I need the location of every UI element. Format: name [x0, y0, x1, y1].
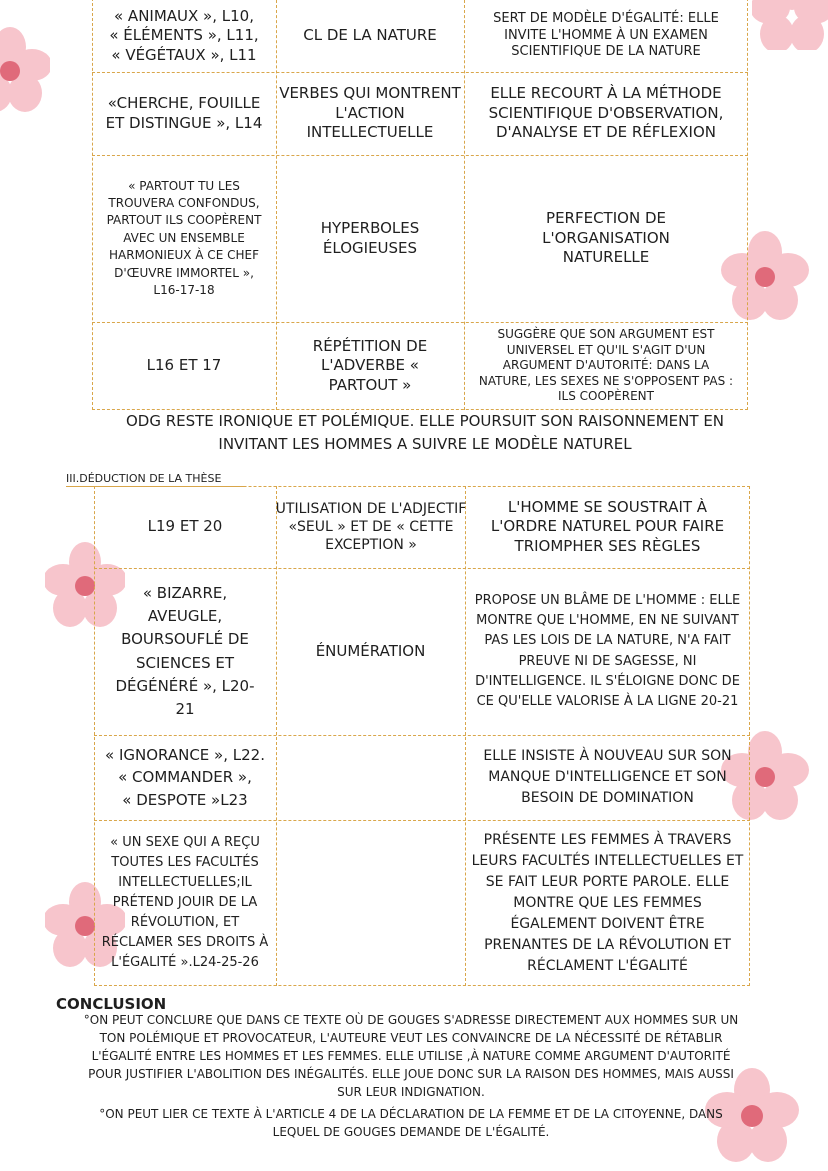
conclusion-heading: CONCLUSION [56, 995, 167, 1013]
table-cell: CL DE LA NATURE [303, 26, 437, 45]
table-cell: L16 ET 17 [146, 356, 222, 375]
table-cell [276, 820, 465, 986]
table-cell [276, 735, 465, 820]
table-cell: « UN SEXE QUI A REÇU TOUTES LES FACULTÉS INTELLECTUELLES;IL PRÉTEND JOUIR DE LA RÉVOLUTION, ET RÉCLAMER SES DROITS À L'ÉGALITÉ ».L24-25-26 [101, 834, 269, 971]
statement-text: ODG RESTE IRONIQUE ET POLÉMIQUE. ELLE POURSUIT SON RAISONNEMENT EN INVITANT LES HOMMES A SUIVRE LE MODÈLE NATUREL [125, 412, 725, 453]
table-cell: PRÉSENTE LES FEMMES À TRAVERS LEURS FACULTÉS INTELLECTUELLES ET SE FAIT LEUR PORTE PAROLE. ELLE MONTRE QUE LES FEMMES ÉGALEMENT DOIVENT ÊTRE PRENANTES DE LA RÉVOLUTION ET RÉCLAMENT L'ÉGALITÉ [471, 831, 744, 974]
table-cell: UTILISATION DE L'ADJECTIF «SEUL » ET DE « CETTE EXCEPTION » [275, 500, 467, 554]
flower-icon [752, 0, 828, 50]
table-cell: « IGNORANCE », L22. « COMMANDER », « DESPOTE »L23 [105, 745, 265, 809]
table-cell: « ANIMAUX », L10, « ÉLÉMENTS », L11, « VÉGÉTAUX », L11 [109, 6, 259, 64]
table-cell: RÉPÉTITION DE L'ADVERBE « PARTOUT » [312, 336, 428, 394]
table-cell: « BIZARRE, AVEUGLE, BOURSOUFLÉ DE SCIENCES ET DÉGÉNÉRÉ », L20-21 [115, 583, 255, 718]
table-cell: ÉNUMÉRATION [315, 641, 426, 660]
table-cell: L19 ET 20 [147, 517, 223, 536]
table-cell: ELLE INSISTE À NOUVEAU SUR SON MANQUE D'INTELLIGENCE ET SON BESOIN DE DOMINATION [483, 748, 732, 806]
section-heading: III.DÉDUCTION DE LA THÈSE [66, 472, 222, 485]
table-cell: PROPOSE UN BLÂME DE L'HOMME : ELLE MONTRE QUE L'HOMME, EN NE SUIVANT PAS LES LOIS DE LA NATURE, N'A FAIT PREUVE NI DE SAGESSE, NI D'INTELLIGENCE. IL S'ÉLOIGNE DONC DE CE QU'ELLE VALORISE À LA LIGNE 20-21 [474, 593, 741, 709]
table-cell: ELLE RECOURT À LA MÉTHODE SCIENTIFIQUE D'OBSERVATION, D'ANALYSE ET DE RÉFLEXION [488, 84, 724, 142]
table-cell: VERBES QUI MONTRENT L'ACTION INTELLECTUELLE [279, 84, 461, 142]
table-cell: SERT DE MODÈLE D'ÉGALITÉ: ELLE INVITE L'HOMME À UN EXAMEN SCIENTIFIQUE DE LA NATURE [493, 10, 719, 60]
table-cell: PERFECTION DE L'ORGANISATION NATURELLE [542, 209, 670, 267]
flower-icon [0, 25, 50, 115]
conclusion-paragraph-1: °ON PEUT CONCLURE QUE DANS CE TEXTE OÙ DE GOUGES S'ADRESSE DIRECTEMENT AUX HOMMES SUR UN TON POLÉMIQUE ET PROVOCATEUR, L'AUTEURE VEUT LES CONVAINCRE DE LA NÉCESSITÉ DE RÉTABLIR L'ÉGALITÉ ENTRE LES HOMMES ET LES FEMMES. ELLE UTILISE ,À NATURE COMME ARGUMENT D'AUTORITÉ POUR JUSTIFIER L'ABOLITION DES INÉGALITÉS. ELLE JOUE DONC SUR LA RAISON DES HOMMES, MAIS AUSSI SUR LEUR INDIGNATION. [83, 1013, 739, 1099]
table-cell: HYPERBOLES ÉLOGIEUSES [320, 219, 420, 257]
table-cell: « PARTOUT TU LES TROUVERA CONFONDUS, PARTOUT ILS COOPÈRENT AVEC UN ENSEMBLE HARMONIEUX À CE CHEF D'ŒUVRE IMMORTEL », L16-17-18 [106, 178, 262, 297]
table-cell: L'HOMME SE SOUSTRAIT À L'ORDRE NATUREL POUR FAIRE TRIOMPHER SES RÈGLES [490, 497, 725, 555]
table-cell: «CHERCHE, FOUILLE ET DISTINGUE », L14 [105, 94, 263, 132]
table-cell: SUGGÈRE QUE SON ARGUMENT EST UNIVERSEL ET QU'IL S'AGIT D'UN ARGUMENT D'AUTORITÉ: DANS LA NATURE, LES SEXES NE S'OPPOSENT PAS : ILS COOPÈRENT [478, 327, 734, 404]
conclusion-paragraph-2: °ON PEUT LIER CE TEXTE À L'ARTICLE 4 DE LA DÉCLARATION DE LA FEMME ET DE LA CITOYENNE, DANS LEQUEL DE GOUGES DEMANDE DE L'ÉGALITÉ. [99, 1107, 723, 1139]
